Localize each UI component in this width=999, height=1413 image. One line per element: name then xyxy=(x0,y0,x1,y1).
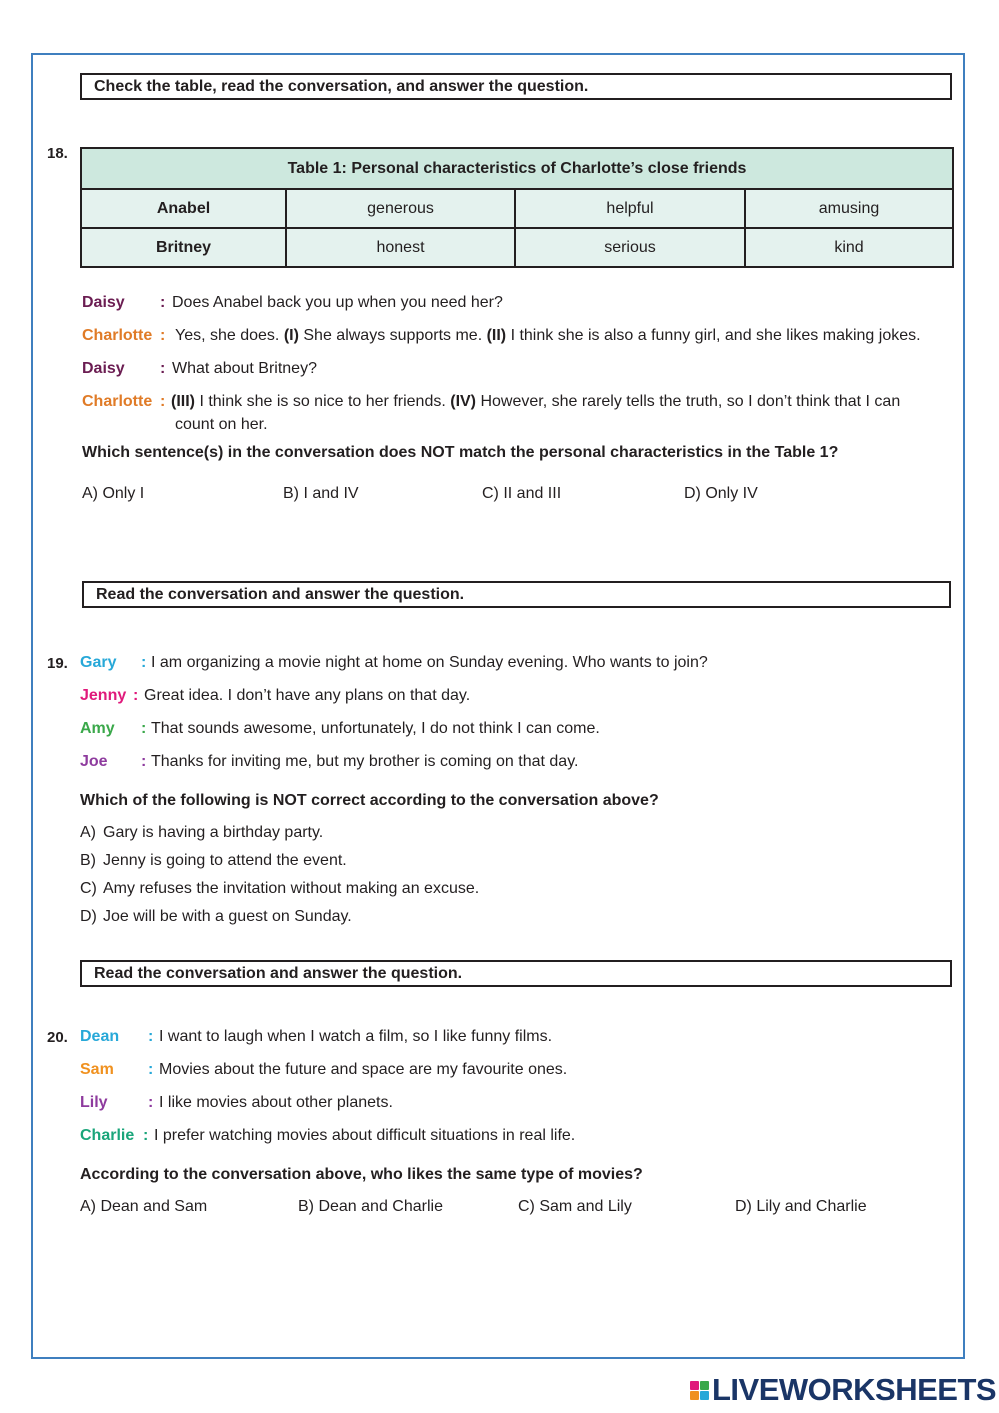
speaker-dean: Dean xyxy=(80,1028,120,1045)
logo-text: LIVEWORKSHEETS xyxy=(712,1372,997,1407)
table-row xyxy=(81,189,953,228)
q19-option-d[interactable] xyxy=(80,908,352,926)
dialogue-text: I like movies about other planets. xyxy=(159,1094,393,1111)
q19-option-b[interactable] xyxy=(80,852,347,870)
speaker-charlie: Charlie xyxy=(80,1127,135,1144)
table-cell: serious xyxy=(515,228,745,267)
dialogue-text: I prefer watching movies about difficult situations in real life. xyxy=(154,1127,576,1144)
dialogue-text: However, she rarely tells the truth, so I don’t think that I can xyxy=(476,393,901,410)
sentence-marker: (III) xyxy=(171,393,195,410)
speaker-colon: : xyxy=(141,753,147,770)
q20-option-d[interactable]: D) Lily and Charlie xyxy=(735,1198,867,1215)
speaker-amy: Amy xyxy=(80,720,115,737)
dialogue-text: I think she is so nice to her friends. xyxy=(195,393,451,410)
option-letter: C) xyxy=(80,880,97,897)
table-cell-name: Anabel xyxy=(81,189,286,228)
q18-option-a[interactable]: A) Only I xyxy=(82,485,145,502)
speaker-charlotte: Charlotte xyxy=(82,393,153,410)
speaker-colon: : xyxy=(148,1094,154,1111)
q18-instruction: Check the table, read the conversation, and answer the question. xyxy=(80,73,952,100)
option-text: Amy refuses the invitation without making an excuse. xyxy=(103,880,480,897)
speaker-sam: Sam xyxy=(80,1061,114,1078)
q19-question: Which of the following is NOT correct according to the conversation above? xyxy=(80,792,659,809)
speaker-colon: : xyxy=(148,1028,154,1045)
liveworksheets-logo xyxy=(690,1373,996,1407)
dialogue-line xyxy=(175,327,921,345)
speaker-colon: : xyxy=(160,393,166,410)
dialogue-text: Thanks for inviting me, but my brother is coming on that day. xyxy=(151,753,579,770)
dialogue-text: Does Anabel back you up when you need her? xyxy=(172,294,503,311)
dialogue-text: I think she is also a funny girl, and she likes making jokes. xyxy=(506,327,921,344)
q18-number: 18. xyxy=(47,145,68,162)
table-caption: Table 1: Personal characteristics of Charlotte’s close friends xyxy=(81,148,953,189)
q19-option-a[interactable] xyxy=(80,824,324,842)
logo-icon xyxy=(690,1381,709,1400)
table-cell: helpful xyxy=(515,189,745,228)
dialogue-text: What about Britney? xyxy=(172,360,317,377)
speaker-colon: : xyxy=(141,720,147,737)
speaker-joe: Joe xyxy=(80,753,108,770)
table-cell: honest xyxy=(286,228,515,267)
speaker-colon: : xyxy=(148,1061,154,1078)
sentence-marker: (I) xyxy=(283,327,299,344)
q20-question: According to the conversation above, who likes the same type of movies? xyxy=(80,1166,643,1183)
speaker-daisy: Daisy xyxy=(82,360,125,377)
speaker-colon: : xyxy=(160,360,166,377)
table-cell: generous xyxy=(286,189,515,228)
table-cell: amusing xyxy=(745,189,953,228)
speaker-daisy: Daisy xyxy=(82,294,125,311)
characteristics-table xyxy=(80,147,954,268)
option-text: Gary is having a birthday party. xyxy=(103,824,324,841)
speaker-colon: : xyxy=(143,1127,149,1144)
q20-number: 20. xyxy=(47,1029,68,1046)
speaker-jenny: Jenny xyxy=(80,687,127,704)
speaker-gary: Gary xyxy=(80,654,117,671)
q19-instruction: Read the conversation and answer the question. xyxy=(82,581,951,608)
dialogue-line xyxy=(171,393,900,411)
dialogue-text: She always supports me. xyxy=(298,327,487,344)
q18-option-c[interactable]: C) II and III xyxy=(482,485,562,502)
option-text: Jenny is going to attend the event. xyxy=(103,852,347,869)
dialogue-text: I want to laugh when I watch a film, so I like funny films. xyxy=(159,1028,553,1045)
speaker-colon: : xyxy=(133,687,139,704)
table-cell-name: Britney xyxy=(81,228,286,267)
speaker-colon: : xyxy=(160,294,166,311)
q20-instruction: Read the conversation and answer the question. xyxy=(80,960,952,987)
dialogue-text: count on her. xyxy=(175,416,268,433)
speaker-charlotte: Charlotte xyxy=(82,327,153,344)
q18-question: Which sentence(s) in the conversation does NOT match the personal characteristics in the Table 1? xyxy=(82,444,839,461)
dialogue-text: Movies about the future and space are my favourite ones. xyxy=(159,1061,568,1078)
dialogue-text: Yes, she does. xyxy=(175,327,284,344)
q20-option-a[interactable]: A) Dean and Sam xyxy=(80,1198,208,1215)
table-row xyxy=(81,228,953,267)
speaker-colon: : xyxy=(160,327,166,344)
q20-option-b[interactable]: B) Dean and Charlie xyxy=(298,1198,443,1215)
speaker-lily: Lily xyxy=(80,1094,108,1111)
speaker-colon: : xyxy=(141,654,147,671)
q18-option-d[interactable]: D) Only IV xyxy=(684,485,758,502)
sentence-marker: (II) xyxy=(486,327,507,344)
table-cell: kind xyxy=(745,228,953,267)
dialogue-text: Great idea. I don’t have any plans on that day. xyxy=(144,687,471,704)
option-text: Joe will be with a guest on Sunday. xyxy=(103,908,352,925)
option-letter: A) xyxy=(80,824,96,841)
q20-option-c[interactable]: C) Sam and Lily xyxy=(518,1198,632,1215)
option-letter: D) xyxy=(80,908,97,925)
dialogue-text: I am organizing a movie night at home on Sunday evening. Who wants to join? xyxy=(151,654,708,671)
sentence-marker: (IV) xyxy=(450,393,477,410)
dialogue-text: That sounds awesome, unfortunately, I do not think I can come. xyxy=(151,720,600,737)
q18-option-b[interactable]: B) I and IV xyxy=(283,485,359,502)
option-letter: B) xyxy=(80,852,96,869)
q19-number: 19. xyxy=(47,655,68,672)
q19-option-c[interactable] xyxy=(80,880,480,898)
